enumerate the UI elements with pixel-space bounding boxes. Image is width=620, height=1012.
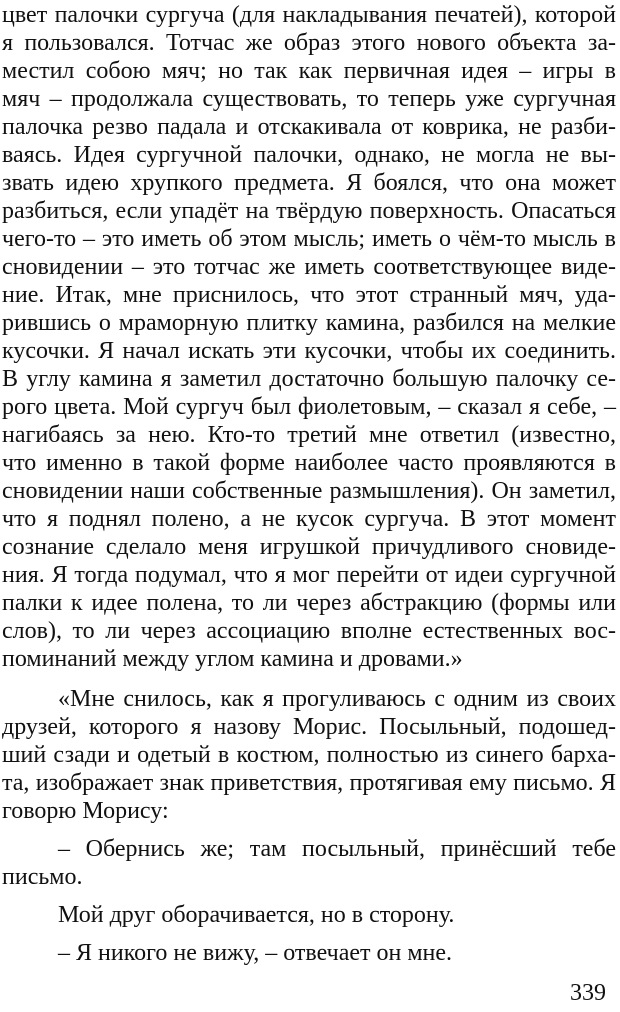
text-line: рившись о мраморную плитку камина, разбился на мелкие [2, 310, 616, 336]
text-line: нагибаясь за нею. Кто-то третий мне ответил (известно, [2, 422, 616, 448]
text-line: – Обернись же; там посыльный, принёсший тебе [58, 836, 616, 862]
text-line: сознание сделало меня игрушкой причудливого сновиде- [2, 534, 616, 560]
text-line: сновидении наши собственные размышления). Он заметил, [2, 478, 616, 504]
text-line: что я поднял полено, а не кусок сургуча. В этот момент [2, 506, 616, 532]
text-line: ваясь. Идея сургучной палочки, однако, не могла не вы- [2, 142, 616, 168]
text-line: чего-то – это иметь об этом мысль; иметь о чём-то мысль в [2, 226, 616, 252]
text-line: письмо. [2, 864, 83, 890]
text-line: разбиться, если упадёт на твёрдую поверхность. Опасаться [2, 198, 616, 224]
text-line: та, изображает знак приветствия, протягивая ему письмо. Я [2, 770, 616, 796]
text-line: местил собою мяч; но так как первичная идея – игры в [2, 58, 616, 84]
page-number: 339 [570, 980, 606, 1006]
text-line: друзей, которого я назову Морис. Посыльный, подошед- [2, 714, 616, 740]
text-line: ший сзади и одетый в костюм, полностью из синего барха- [2, 742, 616, 768]
text-line: я пользовался. Тотчас же образ этого нового объекта за- [2, 30, 616, 56]
text-line: – Я никого не вижу, – отвечает он мне. [58, 940, 453, 966]
text-line: палки к идее полена, то ли через абстракцию (формы или [2, 590, 616, 616]
text-line: Мой друг оборачивается, но в сторону. [58, 902, 455, 928]
text-line: звать идею хрупкого предмета. Я боялся, что она может [2, 170, 616, 196]
text-line: ние. Итак, мне приснилось, что этот странный мяч, уда- [2, 282, 616, 308]
text-line: палочка резво падала и отскакивала от коврика, не разби- [2, 114, 616, 140]
text-line: В углу камина я заметил достаточно большую палочку се- [2, 366, 616, 392]
text-line: «Мне снилось, как я прогуливаюсь с одним из своих [58, 686, 616, 712]
text-line: рого цвета. Мой сургуч был фиолетовым, – сказал я себе, – [2, 394, 616, 420]
text-line: кусочки. Я начал искать эти кусочки, чтобы их соединить. [2, 338, 616, 364]
text-line: ния. Я тогда подумал, что я мог перейти от идеи сургучной [2, 562, 616, 588]
text-line: мяч – продолжала существовать, то теперь уже сургучная [2, 86, 616, 112]
text-line: поминаний между углом камина и дровами.» [2, 646, 463, 672]
text-line: слов), то ли через ассоциацию вполне естественных вос- [2, 618, 616, 644]
text-line: говорю Морису: [2, 798, 169, 824]
text-line: сновидении – это тотчас же иметь соответствующее виде- [2, 254, 616, 280]
text-line: что именно в такой форме наиболее часто проявляются в [2, 450, 616, 476]
text-line: цвет палочки сургуча (для накладывания печатей), которой [2, 2, 616, 28]
